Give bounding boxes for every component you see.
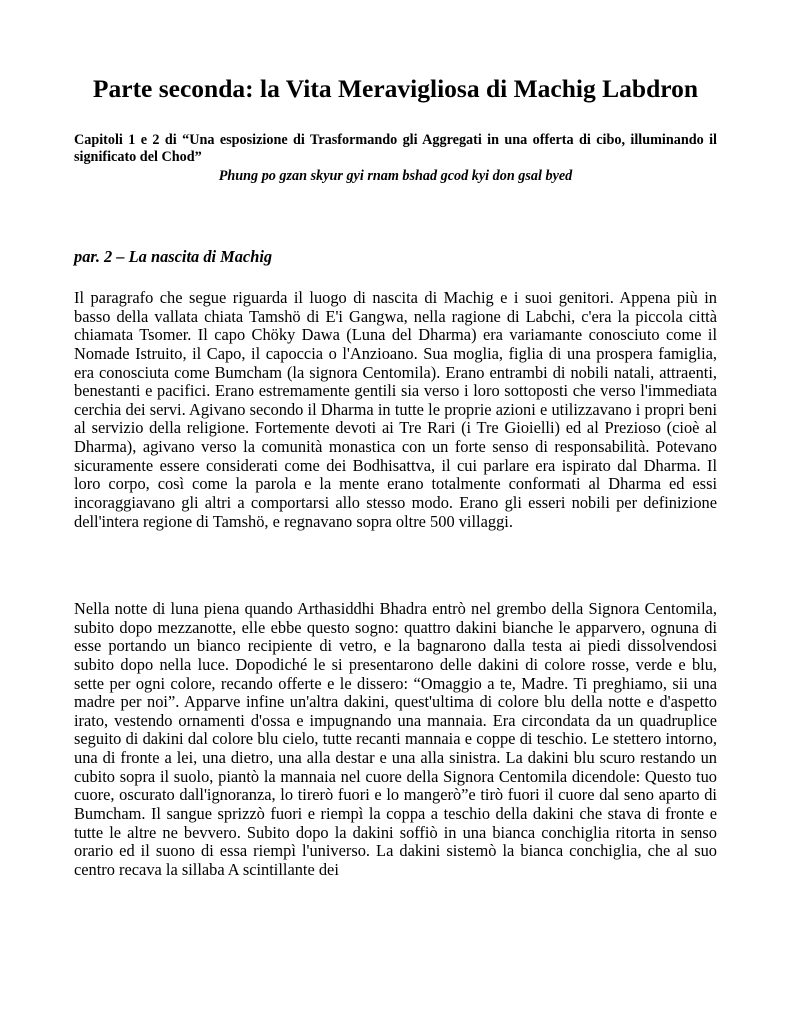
chapter-subtitle: Capitoli 1 e 2 di “Una esposizione di Trasformando gli Aggregati in una offerta di cibo, illuminando il significato del Chod” <box>74 132 717 165</box>
section-heading: par. 2 – La nascita di Machig <box>74 247 273 266</box>
body-paragraph-1: Il paragrafo che segue riguarda il luogo di nascita di Machig e i suoi genitori. Appena più in basso della vallata chiata Tamshö di E'i Gangwa, nella ragione di Labchi, c'era la piccola città chiamata Tsomer. Il capo Chöky Dawa (Luna del Dharma) era variamante conosciuto come il Nomade Istruito, il Capo, il capoccia o l'Anzioano. Sua moglia, figlia di una prospera famiglia, era conosciuta come Bumcham (la signora Centomila). Erano entrambi di nobili natali, attraenti, benestanti e pacifici. Erano estremamente gentili sia verso i loro sottoposti che verso l'immediata cerchia dei servi. Agivano secondo il Dharma in tutte le proprie azioni e utilizzavano i propri beni al servizio della religione. Fortemente devoti ai Tre Rari (i Tre Gioielli) ed al Prezioso (cioè al Dharma), agivano verso la comunità monastica con un forte senso di responsabilità. Potevano sicuramente essere considerati come dei Bodhisattva, il cui parlare era ispirato dal Dharma. Il loro corpo, così come la parola e la mente erano totalmente conformati al Dharma ed essi incoraggiavano gli altri a comportarsi allo stesso modo. Erano gli esseri nobili per definizione dell'intera regione di Tamshö, e regnavano sopra oltre 500 villaggi. <box>74 288 717 531</box>
tibetan-title: Phung po gzan skyur gyi rnam bshad gcod kyi don gsal byed <box>218 168 573 184</box>
body-paragraph-2: Nella notte di luna piena quando Arthasiddhi Bhadra entrò nel grembo della Signora Centomila, subito dopo mezzanotte, elle ebbe questo sogno: quattro dakini bianche le apparvero, ognuna di esse portando un bianco recipiente di vetro, e la bagnarono dalla testa ai piedi dissolvendosi subito dopo nella luce. Dopodiché le si presentarono delle dakini di colore rosse, verde e blu, sette per ogni colore, recando offerte e le dissero: “Omaggio a te, Madre. Ti preghiamo, sii una madre per noi”. Apparve infine un'altra dakini, quest'ultima di colore blu della notte e d'aspetto irato, vestendo ornamenti d'ossa e impugnando una mannaia. Era circondata da un quadruplice seguito di dakini dal colore blu cielo, tutte recanti mannaia e coppe di teschio. Le stettero intorno, una di fronte a lei, una dietro, una alla destar e una alla sinistra. La dakini blu scuro restando un cubito sopra il suolo, piantò la mannaia nel cuore della Signora Centomila dicendole: Questo tuo cuore, oscurato dall'ignoranza, lo tirerò fuori e lo mangerò”e tirò fuori il cuore dal seno aparto di Bumcham. Il sangue sprizzò fuori e riempì la coppa a teschio della dakini che stava di fronte e tutte le altre ne bevvero. Subito dopo la dakini soffiò in una bianca conchiglia ritorta in senso orario ed il suono di essa riempì l'universo. La dakini sistemò la bianca conchiglia, che al suo centro recava la sillaba A scintillante dei <box>74 599 717 879</box>
page-title: Parte seconda: la Vita Meravigliosa di Machig Labdron <box>92 74 699 103</box>
